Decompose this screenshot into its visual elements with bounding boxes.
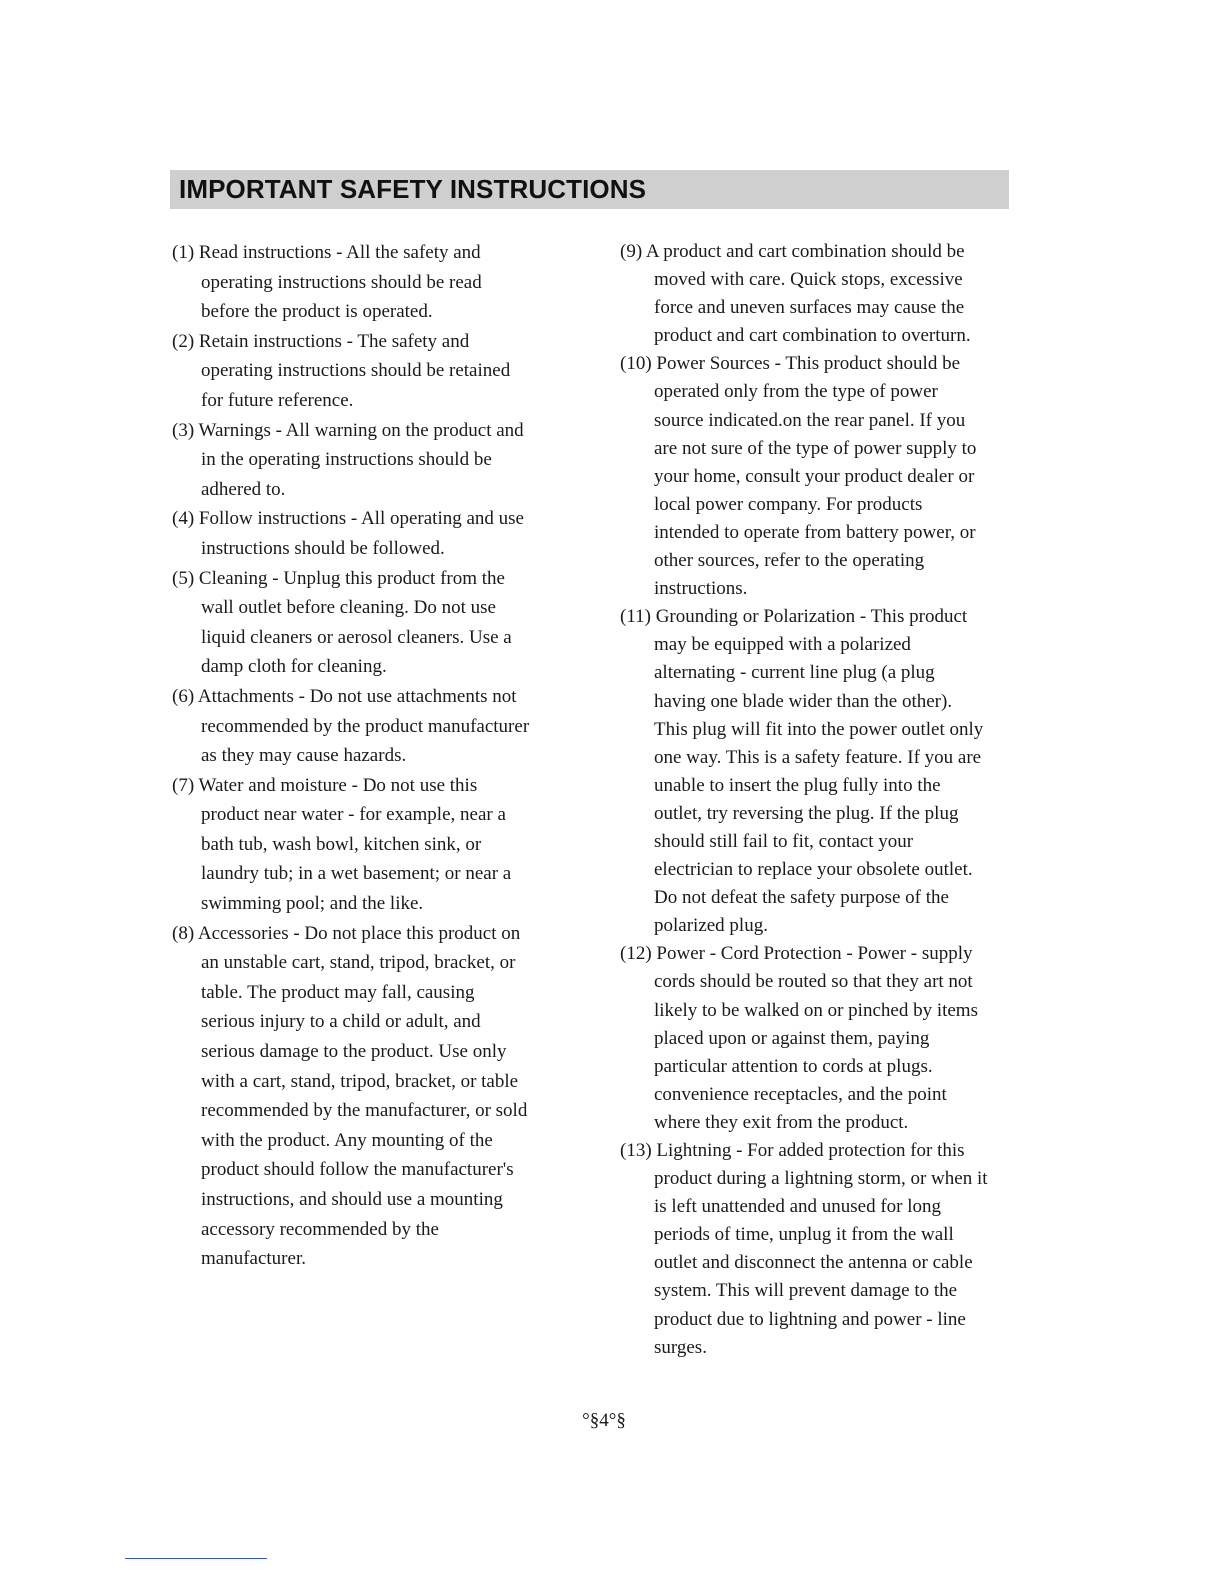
right-column: [620, 238, 990, 1362]
instruction-item-13: (13) Lightning - For added protection for this product during a lightning storm, or when it is left unattended and unused for long periods of time, unplug it from the wall outlet and disconnect the antenna or cable system. This will prevent damage to the product due to lightning and power - line surges.: [620, 1140, 988, 1358]
page-number: °§4°§: [582, 1410, 626, 1431]
instruction-item-4: (4) Follow instructions - All operating and use instructions should be followed.: [172, 508, 524, 559]
instruction-item-1: (1) Read instructions - All the safety and operating instructions should be read before the product is operated.: [172, 242, 482, 323]
instruction-item-12: (12) Power - Cord Protection - Power - supply cords should be routed so that they art not likely to be walked on or pinched by items placed upon or against them, paying particular attention to cords at plugs. convenience receptacles, and the point where they exit from the product.: [620, 943, 978, 1133]
instruction-item-9: (9) A product and cart combination should be moved with care. Quick stops, excessive force and uneven surfaces may cause the product and cart combination to overturn.: [620, 241, 971, 347]
section-title-bar: [170, 170, 1009, 209]
page-title: IMPORTANT SAFETY INSTRUCTIONS: [179, 174, 647, 204]
instruction-item-11: (11) Grounding or Polarization - This product may be equipped with a polarized alternating - current line plug (a plug having one blade wider than the other). This plug will fit into the power outlet only one way. This is a safety feature. If you are unable to insert the plug fully into the outlet, try reversing the plug. If the plug should still fail to fit, contact your electrician to replace your obsolete outlet. Do not defeat the safety purpose of the polarized plug.: [620, 606, 984, 937]
instruction-item-7: (7) Water and moisture - Do not use this product near water - for example, near a bath tub, wash bowl, kitchen sink, or laundry tub; in a wet basement; or near a swimming pool; and the like.: [172, 774, 512, 915]
instruction-item-8: (8) Accessories - Do not place this product on an unstable cart, stand, tripod, bracket, or table. The product may fall, causing serious injury to a child or adult, and serious damage to the product. Use only with a cart, stand, tripod, bracket, or table recommended by the manufacturer, or sold with the product. Any mounting of the product should follow the manufacturer's instructions, and should use a mounting accessory recommended by the manufacturer.: [172, 922, 528, 1270]
instruction-item-10: (10) Power Sources - This product should be operated only from the type of power source indicated.on the rear panel. If you are not sure of the type of power supply to your home, consult your product dealer or local power company. For products intended to operate from battery power, or other sources, refer to the operating instructions.: [620, 353, 977, 600]
instruction-item-6: (6) Attachments - Do not use attachments not recommended by the product manufacturer as they may cause hazards.: [172, 685, 530, 767]
left-column: [172, 238, 532, 1274]
instruction-item-5: (5) Cleaning - Unplug this product from the wall outlet before cleaning. Do not use liquid cleaners or aerosol cleaners. Use a damp cloth for cleaning.: [172, 567, 512, 678]
footer-link-underline: [125, 1558, 267, 1559]
instruction-item-2: (2) Retain instructions - The safety and operating instructions should be retained for future reference.: [172, 330, 511, 411]
instruction-item-3: (3) Warnings - All warning on the product and in the operating instructions should be adhered to.: [172, 419, 524, 500]
